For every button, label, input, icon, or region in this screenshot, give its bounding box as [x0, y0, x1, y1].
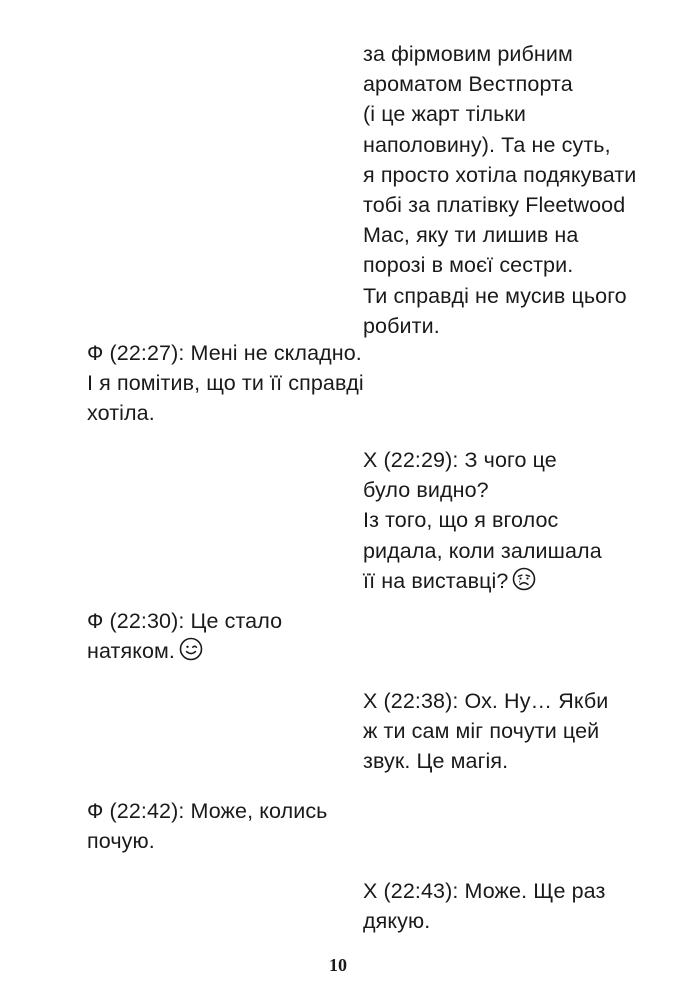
sad-face-icon: [512, 567, 536, 599]
message-line: Х (22:38): Ох. Ну… Якби: [363, 689, 609, 713]
message-line: було видно?: [363, 478, 489, 503]
message-line: ароматом Вестпорта: [363, 72, 573, 97]
message-line: Ф (22:42): Може, колись: [87, 799, 328, 823]
message-line: звук. Це магія.: [363, 749, 509, 774]
message-f-2242: [87, 796, 327, 856]
message-line: почую.: [87, 829, 155, 854]
message-line: ридала, коли залишала: [363, 538, 602, 563]
message-line: тобі за платівку Fleetwood: [363, 193, 626, 218]
message-line: Mac, яку ти лишив на: [363, 223, 579, 248]
message-line: Із того, що я вголос: [363, 508, 559, 533]
message-x-2243: [363, 876, 605, 936]
message-line: порозі в моєї сестри.: [363, 253, 574, 278]
message-line: ж ти сам міг почути цей: [363, 719, 600, 744]
message-line: натяком.: [87, 639, 176, 664]
message-line: Ти справді не мусив цього: [363, 283, 627, 308]
message-f-2230: [87, 606, 282, 669]
message-line: Ф (22:27): Мені не складно.: [87, 341, 362, 365]
message-line: І я помітив, що ти її справді: [87, 371, 364, 396]
message-line: Ф (22:30): Це стало: [87, 609, 283, 633]
wink-face-icon: [179, 637, 203, 669]
message-line: (і це жарт тільки: [363, 102, 527, 127]
message-line: її на виставці?: [363, 568, 509, 593]
message-continuation: [363, 39, 636, 341]
message-line: дякую.: [363, 909, 431, 934]
page-number: 10: [329, 955, 347, 975]
message-line: я просто хотіла подякувати: [363, 162, 637, 187]
message-f-2227: [87, 338, 364, 429]
message-line: Х (22:29): З чого це: [363, 448, 557, 472]
message-line: наполовину). Та не суть,: [363, 132, 611, 157]
message-line: за фірмовим рибним: [363, 42, 573, 66]
message-line: Х (22:43): Може. Ще раз: [363, 879, 606, 903]
message-x-2238: [363, 686, 608, 777]
message-line: хотіла.: [87, 401, 155, 426]
message-line: робити.: [363, 313, 440, 338]
message-x-2229: [363, 445, 602, 599]
